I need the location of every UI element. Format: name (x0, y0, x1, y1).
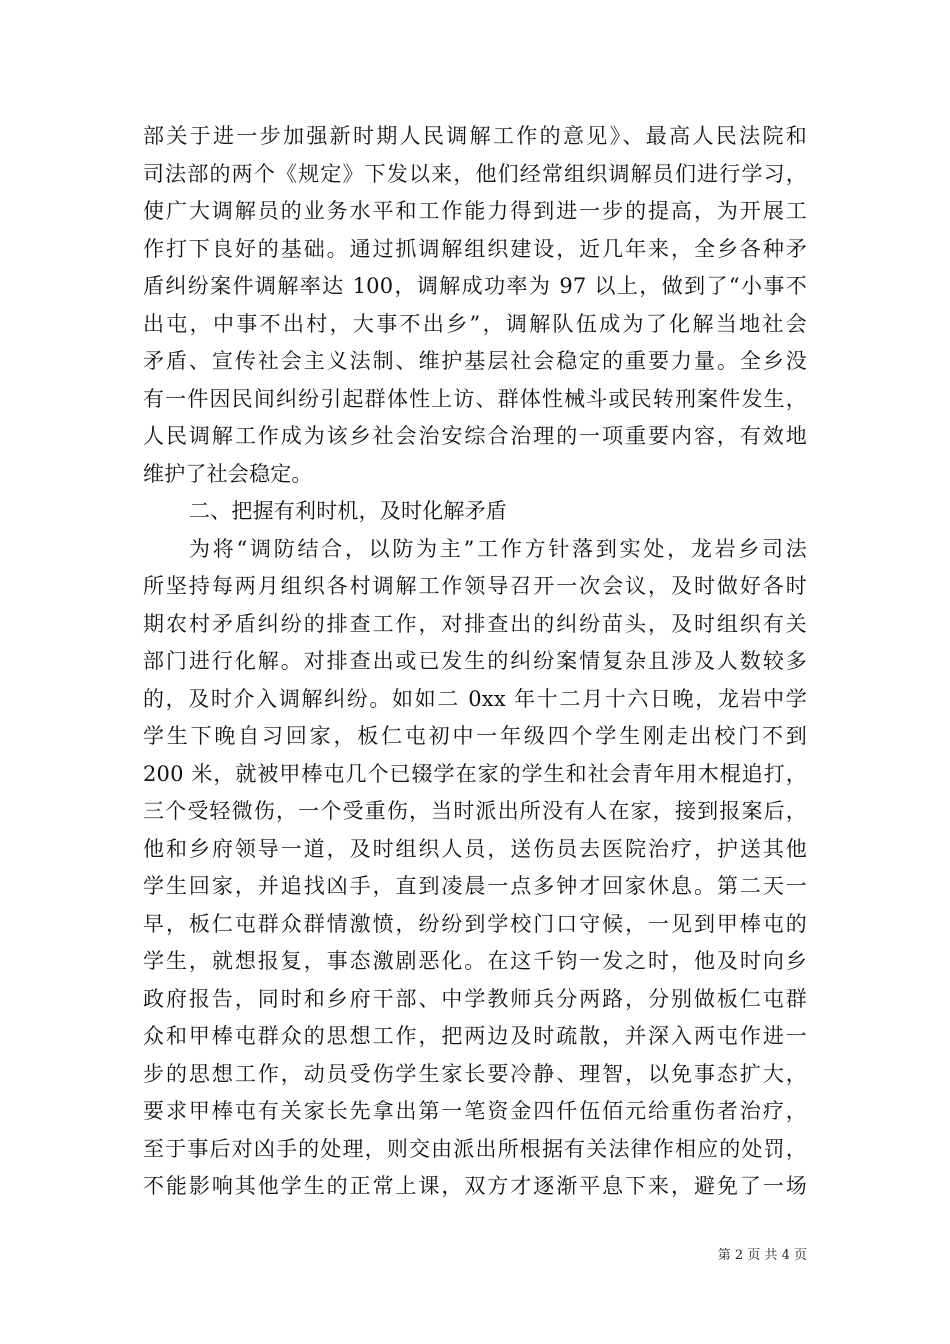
text-line: 学生回家，并追找凶手，直到凌晨一点多钟才回家休息。第二天一 (143, 874, 807, 898)
text-line: 所坚持每两月组织各村调解工作领导召开一次会议，及时做好各时 (143, 574, 807, 598)
text-line: 部门进行化解。对排查出或已发生的纠纷案情复杂且涉及人数较多 (143, 649, 807, 673)
text-line: 期农村矛盾纠纷的排查工作，对排查出的纠纷苗头，及时组织有关 (143, 611, 807, 636)
text-line: 使广大调解员的业务水平和工作能力得到进一步的提高，为开展工 (143, 199, 807, 223)
text-line: 至于事后对凶手的处理，则交由派出所根据有关法律作相应的处罚， (143, 1136, 807, 1161)
text-line: 为将“调防结合，以防为主”工作方针落到实处，龙岩乡司法 (189, 536, 807, 561)
text-line: 部关于进一步加强新时期人民调解工作的意见》、最高人民法院和 (143, 124, 807, 148)
text-line: 矛盾、宣传社会主义法制、维护基层社会稳定的重要力量。全乡没 (143, 349, 807, 373)
text-line: 他和乡府领导一道，及时组织人员，送伤员去医院治疗，护送其他 (143, 836, 807, 861)
text-line: 盾纠纷案件调解率达 100，调解成功率为 97 以上，做到了“小事不 (143, 274, 807, 298)
text-line: 众和甲棒屯群众的思想工作，把两边及时疏散，并深入两屯作进一 (143, 1024, 807, 1048)
text-line: 政府报告，同时和乡府干部、中学教师兵分两路，分别做板仁屯群 (143, 986, 807, 1011)
text-line: 步的思想工作，动员受伤学生家长要冷静、理智，以免事态扩大， (143, 1061, 807, 1086)
document-body (143, 118, 807, 1206)
text-line: 司法部的两个《规定》下发以来，他们经常组织调解员们进行学习， (143, 161, 807, 186)
text-line: 不能影响其他学生的正常上课，双方才逐渐平息下来，避免了一场 (143, 1174, 807, 1198)
text-line: 作打下良好的基础。通过抓调解组织建设，近几年来，全乡各种矛 (143, 236, 807, 261)
section-heading: 二、把握有利时机，及时化解矛盾 (189, 499, 507, 523)
text-line: 出屯，中事不出村，大事不出乡”，调解队伍成为了化解当地社会 (143, 311, 807, 336)
text-line: 维护了社会稳定。 (143, 461, 313, 486)
text-line: 的，及时介入调解纠纷。如如二 0xx 年十二月十六日晚，龙岩中学 (143, 686, 807, 711)
text-line: 人民调解工作成为该乡社会治安综合治理的一项重要内容，有效地 (143, 424, 807, 448)
paragraph-1 (143, 118, 807, 493)
text-line: 早，板仁屯群众群情激愤，纷纷到学校门口守候，一见到甲棒屯的 (143, 911, 807, 936)
text-line: 200 米，就被甲棒屯几个已辍学在家的学生和社会青年用木棍追打， (143, 761, 807, 786)
text-line: 有一件因民间纠纷引起群体性上访、群体性械斗或民转刑案件发生， (143, 386, 807, 411)
text-line: 要求甲棒屯有关家长先拿出第一笔资金四仟伍佰元给重伤者治疗， (143, 1099, 807, 1123)
text-line: 学生下晚自习回家，板仁屯初中一年级四个学生刚走出校门不到 (143, 724, 807, 748)
page-number-footer: 第 2 页 共 4 页 (717, 1248, 807, 1263)
text-line: 学生，就想报复，事态激剧恶化。在这千钧一发之时，他及时向乡 (143, 949, 807, 973)
text-line: 三个受轻微伤，一个受重伤，当时派出所没有人在家，接到报案后， (143, 799, 807, 823)
paragraph-2 (143, 531, 807, 1206)
